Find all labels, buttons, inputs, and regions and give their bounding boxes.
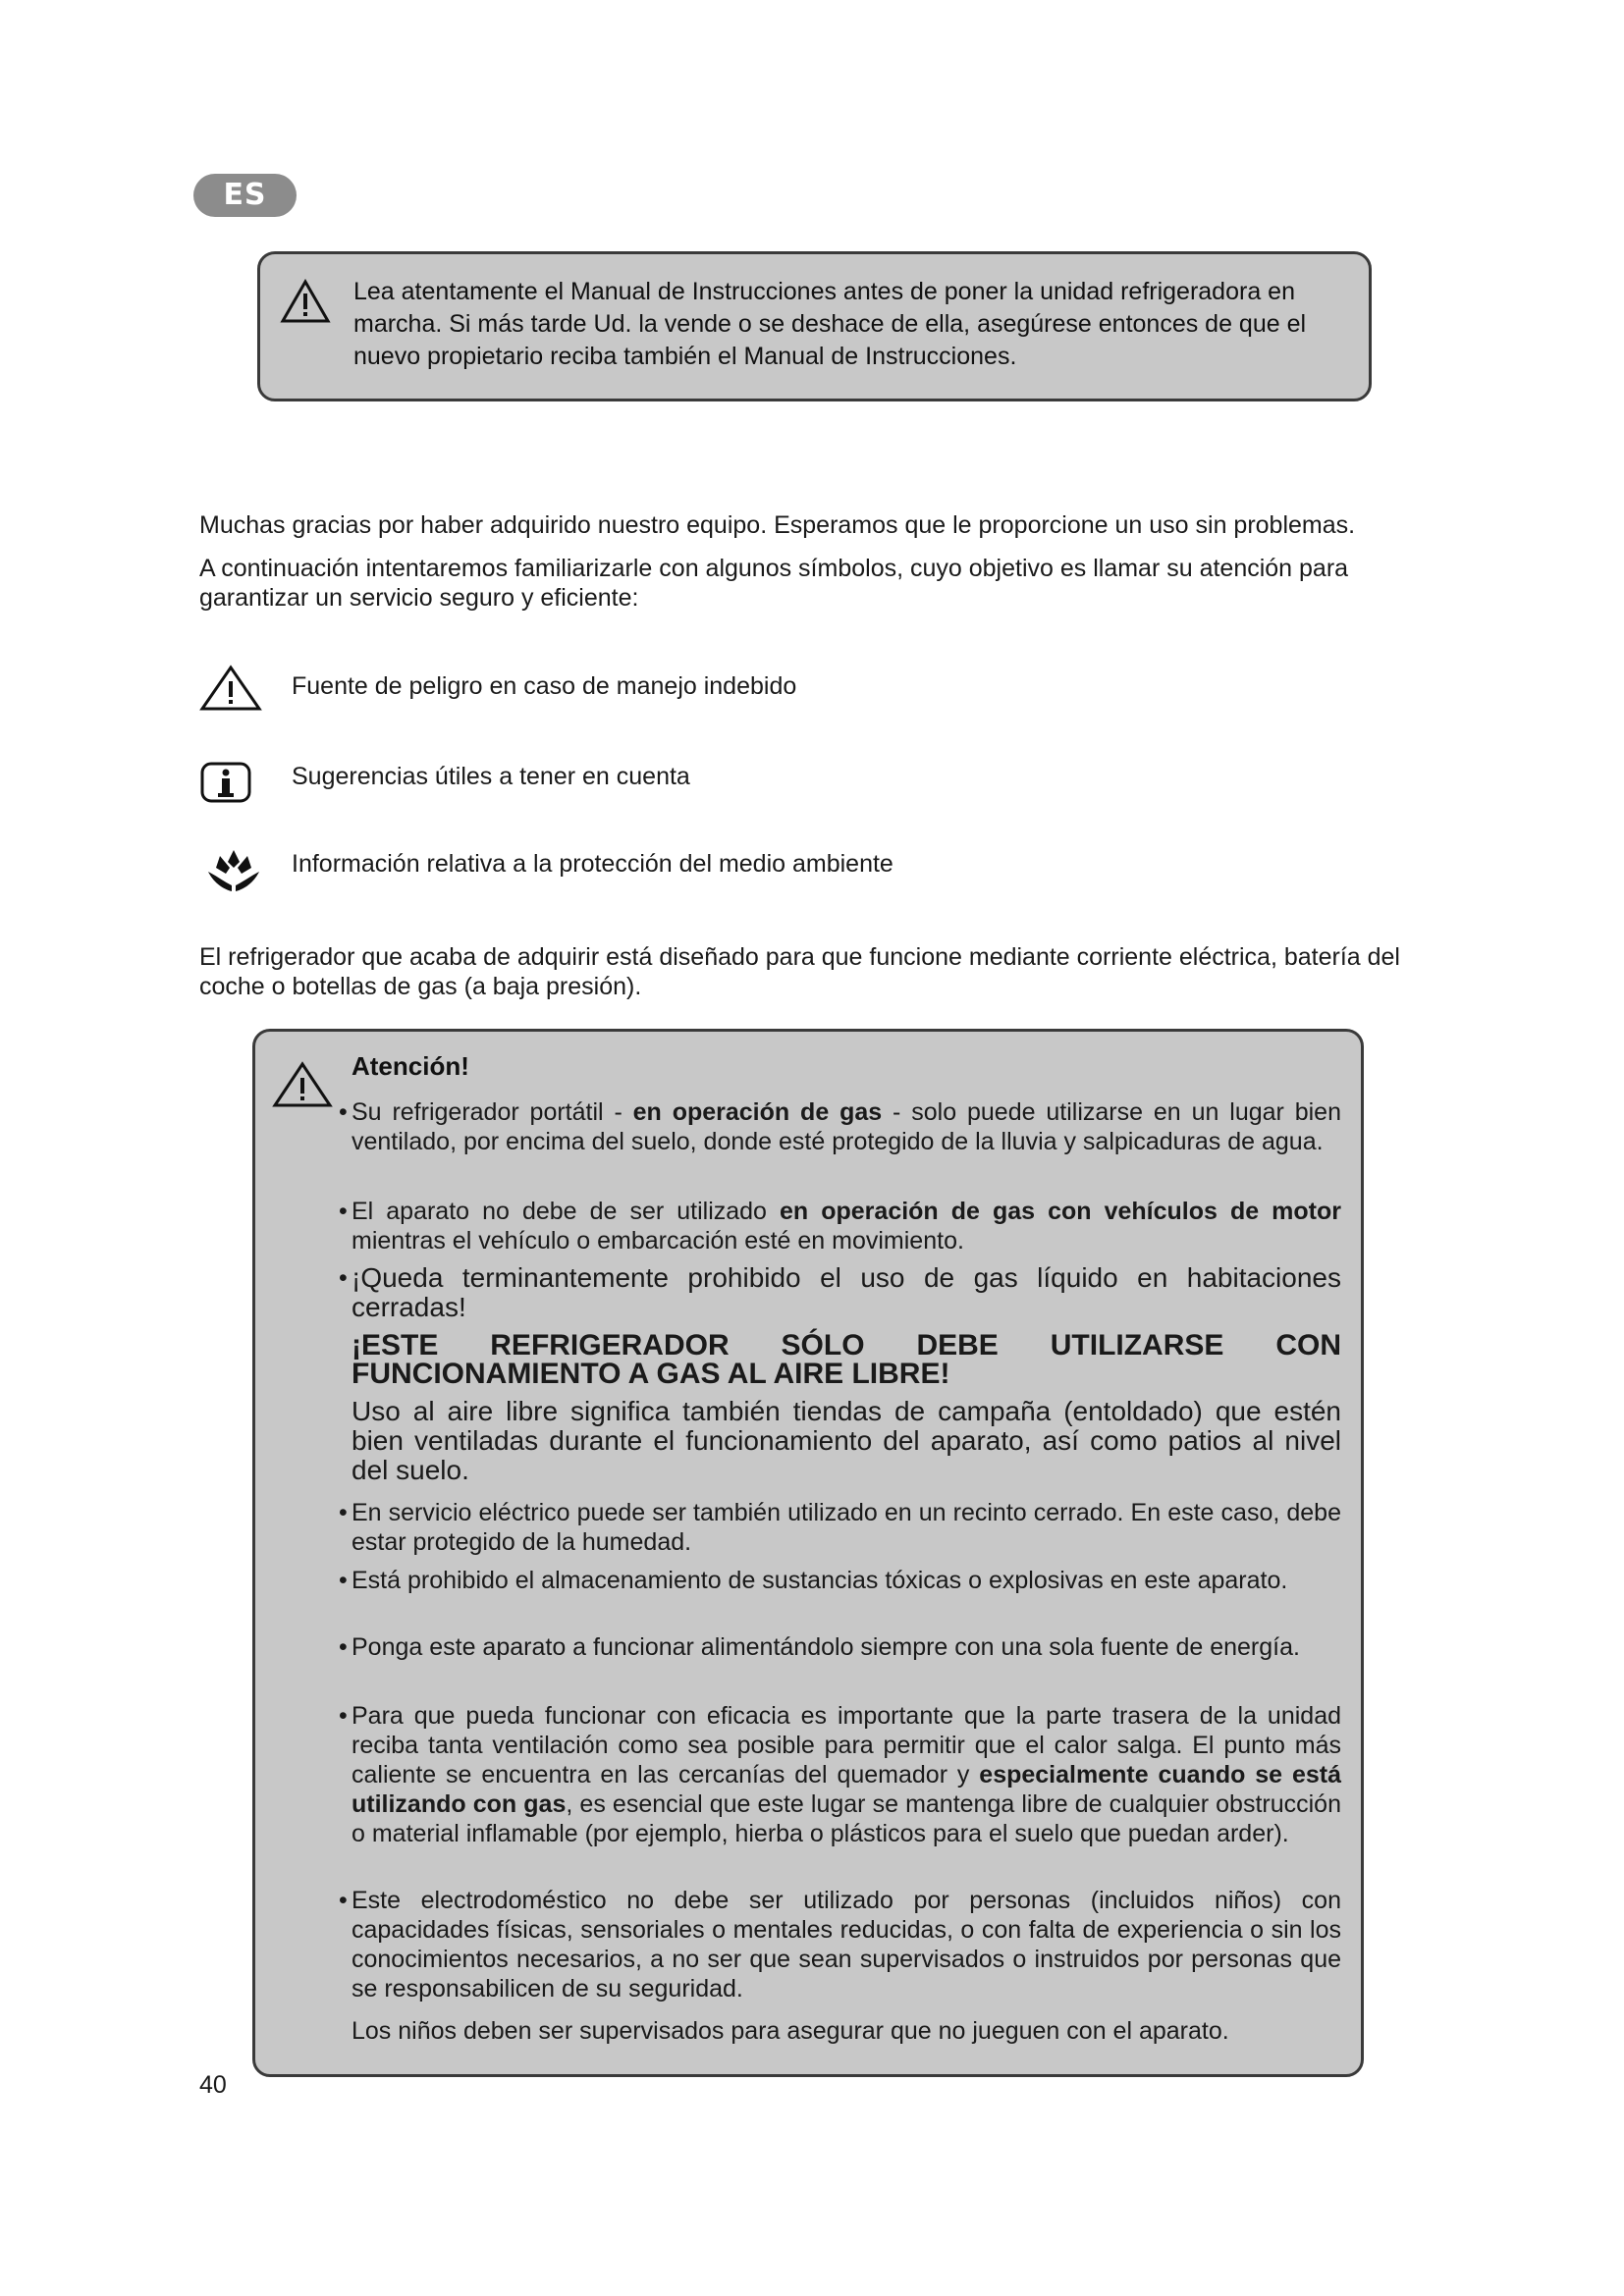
warning-triangle-icon xyxy=(199,665,262,712)
read-manual-text: Lea atentamente el Manual de Instrucciones antes de poner la unidad refrigeradora en marcha. Si más tarde Ud. la vende o se deshace de ella, asegúrese entonces de que el nuevo propietario reciba también el Manual de Instrucciones. xyxy=(353,278,1307,370)
warning-triangle-icon xyxy=(272,1061,333,1108)
page-number: 40 xyxy=(199,2071,227,2099)
read-manual-notice xyxy=(257,251,1372,401)
children-supervision: Los niños deben ser supervisados para asegurar que no jueguen con el aparato. xyxy=(352,2017,1229,2045)
bullet-gas-vehicles: • El aparato no debe de ser utilizado en operación de gas con vehículos de motor mientras el vehículo o embarcación esté en movimiento. xyxy=(339,1198,1341,1255)
attention-title: Atención! xyxy=(352,1051,469,1081)
bullet-gas-ventilation: • Su refrigerador portátil - en operación de gas - solo puede utilizarse en un lugar bien ventilado, por encima del suelo, donde esté protegido de la lluvia y salpicaduras de agua. xyxy=(339,1098,1341,1155)
bullet-closed-rooms: • ¡Queda terminantemente prohibido el uso de gas líquido en habitaciones cerradas! xyxy=(339,1262,1341,1322)
bullet-rear-ventilation: • Para que pueda funcionar con eficacia es importante que la parte trasera de la unidad reciba tanta ventilación como sea posible para permitir que el calor salga. El punto más caliente se encuentra en las cercanías del quemador y especialmente cuando se está utilizando con gas, es esencial que este lugar se mantenga libre de cualquier obstrucción o material inflamable (por ejemplo, hierba o plásticos para el suelo que puedan arder). xyxy=(339,1702,1341,1847)
symbol-label-danger: Fuente de peligro en caso de manejo indebido xyxy=(292,672,797,700)
info-icon xyxy=(199,761,252,804)
bullet-toxic-storage: • Está prohibido el almacenamiento de sustancias tóxicas o explosivas en este aparato. xyxy=(339,1567,1288,1594)
outdoor-only-heading-line1: ¡ESTE REFRIGERADOR SÓLO DEBE UTILIZARSE CON xyxy=(352,1329,1341,1362)
warning-triangle-icon xyxy=(280,279,331,324)
outdoor-only-heading-line2: FUNCIONAMIENTO A GAS AL AIRE LIBRE! xyxy=(352,1358,950,1390)
environment-flower-icon xyxy=(204,846,263,895)
language-badge: ES xyxy=(193,174,297,217)
fridge-power-intro: El refrigerador que acaba de adquirir está diseñado para que funcione mediante corriente eléctrica, batería del coche o botellas de gas (a baja presión). xyxy=(199,943,1400,1000)
intro-thanks: Muchas gracias por haber adquirido nuestro equipo. Esperamos que le proporcione un uso sin problemas. xyxy=(199,511,1356,539)
outdoor-definition: Uso al aire libre significa también tiendas de campaña (entoldado) que estén bien ventiladas durante el funcionamiento del aparato, así como patios al nivel del suelo. xyxy=(352,1396,1341,1485)
bullet-reduced-capacity: • Este electrodoméstico no debe ser utilizado por personas (incluidos niños) con capacidades físicas, sensoriales o mentales reducidas, o con falta de experiencia o sin los conocimientos necesarios, a no ser que sean supervisados o instruidos por personas que se responsabilicen de su seguridad. xyxy=(339,1887,1341,2002)
symbol-label-tips: Sugerencias útiles a tener en cuenta xyxy=(292,763,690,790)
intro-symbols: A continuación intentaremos familiarizarle con algunos símbolos, cuyo objetivo es llamar su atención para garantizar un servicio seguro y eficiente: xyxy=(199,555,1349,612)
attention-box xyxy=(252,1029,1364,2077)
symbol-label-environment: Información relativa a la protección del medio ambiente xyxy=(292,850,893,878)
bullet-single-energy: • Ponga este aparato a funcionar alimentándolo siempre con una sola fuente de energía. xyxy=(339,1633,1300,1661)
bullet-electric-indoor: • En servicio eléctrico puede ser también utilizado en un recinto cerrado. En este caso, debe estar protegido de la humedad. xyxy=(339,1499,1341,1556)
